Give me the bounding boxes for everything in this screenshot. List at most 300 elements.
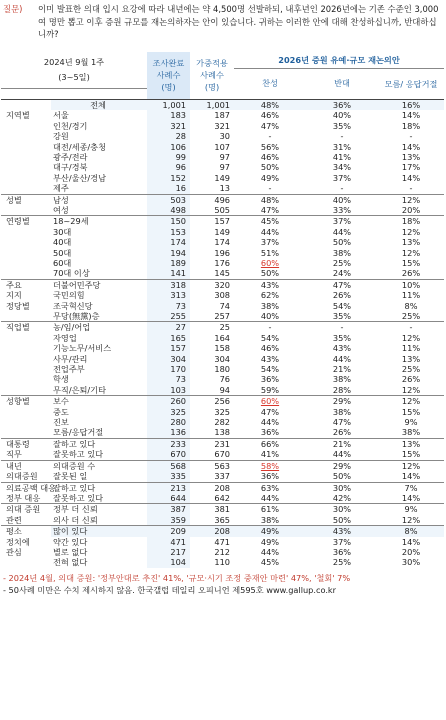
count-weighted: 107 <box>214 141 230 152</box>
subgroup-label: 보수 <box>51 396 147 407</box>
pct-unknown: 9% <box>378 504 444 515</box>
count-complete: 136 <box>147 427 190 438</box>
pct-disagree: - <box>306 322 378 333</box>
pct-agree: 48% <box>234 99 306 110</box>
pct-unknown: 12% <box>401 514 421 525</box>
pct-unknown: 25% <box>401 364 421 375</box>
pct-agree: 44% <box>260 417 280 428</box>
count-complete: 194 <box>147 248 190 258</box>
pct-agree: 43% <box>260 353 280 364</box>
pct-unknown: - <box>409 131 413 142</box>
subgroup-label: 잘못하고 있다 <box>53 492 104 503</box>
pct-disagree: 31% <box>332 141 352 152</box>
pct-agree: 60% <box>260 257 280 268</box>
pct-unknown: 14% <box>401 172 421 183</box>
group-label: 성향별 <box>1 396 51 407</box>
pct-unknown: 12% <box>378 194 444 205</box>
count-weighted: 94 <box>219 384 230 395</box>
count-weighted: 158 <box>214 343 230 354</box>
count-complete: 313 <box>147 290 190 300</box>
subgroup-label: 40대 <box>53 237 72 248</box>
pct-agree: 44% <box>260 226 280 237</box>
pct-unknown: 18% <box>401 120 421 131</box>
subgroup-label: 부산/울산/경남 <box>53 172 106 183</box>
pct-disagree: 21% <box>306 438 378 449</box>
pct-disagree: - <box>340 183 344 194</box>
count-weighted: 325 <box>214 406 230 417</box>
pct-agree: 44% <box>260 492 280 503</box>
pct-agree: 47% <box>260 406 280 417</box>
question-block <box>0 0 446 52</box>
table-row <box>1 460 444 471</box>
group-label: 정부 대응 <box>6 492 41 503</box>
count-weighted: 149 <box>214 172 230 183</box>
subgroup-label: 서울 <box>53 110 69 121</box>
pct-disagree: 41% <box>332 151 352 162</box>
table-row <box>1 547 444 557</box>
group-label <box>1 364 51 374</box>
pct-unknown: 12% <box>401 226 421 237</box>
pct-agree: 49% <box>260 172 280 183</box>
count-complete: 183 <box>147 110 190 120</box>
count-complete: 1,001 <box>147 99 190 110</box>
pct-unknown: 13% <box>378 438 444 449</box>
pct-unknown: 13% <box>401 237 421 248</box>
table-row <box>1 290 444 300</box>
subgroup-label: 대전/세종/충청 <box>53 141 106 152</box>
table-row <box>1 173 444 183</box>
count-weighted: 670 <box>214 449 230 460</box>
table-row <box>1 407 444 417</box>
question-label: 질문) <box>3 4 23 14</box>
pct-unknown: 14% <box>401 141 421 152</box>
table-row <box>1 268 444 279</box>
count-weighted: 149 <box>214 226 230 237</box>
pct-disagree: 36% <box>306 99 378 110</box>
pct-unknown: 16% <box>378 99 444 110</box>
table-row <box>1 504 444 515</box>
count-complete: 568 <box>147 460 190 471</box>
count-complete: 255 <box>147 311 190 322</box>
count-complete: 335 <box>147 471 190 482</box>
pct-unknown: 12% <box>401 384 421 395</box>
subgroup-label: 사무/관리 <box>53 353 88 364</box>
count-weighted: 176 <box>214 257 230 268</box>
table-row <box>1 354 444 364</box>
results-table <box>1 52 444 568</box>
count-complete: 233 <box>147 438 190 449</box>
table-row <box>1 152 444 162</box>
pct-disagree: 50% <box>332 237 352 248</box>
subgroup-label: 30대 <box>53 226 72 237</box>
pct-unknown: - <box>409 183 413 194</box>
pct-disagree: 25% <box>332 557 352 568</box>
pct-agree: 48% <box>234 194 306 205</box>
table-row <box>1 142 444 152</box>
subgroup-label: 약간 있다 <box>53 536 88 547</box>
count-complete: 209 <box>147 526 190 537</box>
table-row <box>1 258 444 268</box>
pct-unknown: 20% <box>401 546 421 557</box>
table-row <box>1 237 444 247</box>
header-disagree: 반대 <box>334 78 350 89</box>
pct-unknown: 12% <box>401 247 421 258</box>
group-label: 지지 <box>6 290 22 301</box>
subgroup-label: 18~29세 <box>51 216 147 227</box>
pct-disagree: 38% <box>332 374 352 385</box>
count-complete: 174 <box>147 237 190 247</box>
subgroup-label: 잘못된 일 <box>53 471 88 482</box>
count-complete: 103 <box>147 385 190 396</box>
table-row <box>1 493 444 504</box>
count-weighted: 231 <box>190 438 234 449</box>
count-complete: 157 <box>147 343 190 353</box>
subgroup-label: 중도 <box>53 406 69 417</box>
count-weighted: 505 <box>214 204 230 215</box>
pct-agree: 66% <box>234 438 306 449</box>
table-row <box>1 557 444 567</box>
subgroup-label: 70대 이상 <box>53 268 90 279</box>
subgroup-label: 의대증원 수 <box>51 460 147 471</box>
count-complete: 321 <box>147 121 190 131</box>
pct-unknown: 20% <box>401 204 421 215</box>
pct-unknown: 8% <box>404 300 418 311</box>
pct-disagree: 35% <box>332 332 352 343</box>
group-label <box>1 427 51 438</box>
pct-unknown: 11% <box>401 290 421 301</box>
pct-disagree: 35% <box>332 120 352 131</box>
pct-agree: 45% <box>234 216 306 227</box>
pct-disagree: 43% <box>332 343 352 354</box>
group-label <box>1 183 51 194</box>
pct-disagree: 26% <box>332 290 352 301</box>
count-weighted: 97 <box>219 151 230 162</box>
pct-disagree: 44% <box>332 449 352 460</box>
subgroup-label: 무직/은퇴/기타 <box>53 384 106 395</box>
period-label: 2024년 9월 1주 <box>43 57 105 68</box>
pct-disagree: 44% <box>332 226 352 237</box>
days-label: (3~5일) <box>58 71 90 82</box>
subgroup-label: 정부 더 신뢰 <box>51 504 147 515</box>
pct-unknown: 38% <box>401 427 421 438</box>
pct-agree: 54% <box>260 332 280 343</box>
count-complete: 73 <box>147 301 190 311</box>
subgroup-label: 남성 <box>51 194 147 205</box>
count-weighted: 208 <box>190 482 234 493</box>
count-complete: 280 <box>147 417 190 427</box>
footnote-1: - 2024년 4월, 의대 증원: '정부안대로 추진' 41%, '규모·시기 조정 중재안 마련' 47%, '철회' 7% <box>3 572 351 583</box>
group-label: 평소 <box>1 526 51 537</box>
pct-disagree: 50% <box>332 471 352 482</box>
pct-disagree: 34% <box>332 162 352 173</box>
table-row <box>1 121 444 131</box>
count-complete: 644 <box>147 493 190 504</box>
pct-disagree: 44% <box>332 353 352 364</box>
subgroup-label: 모름/응답거절 <box>53 427 104 438</box>
pct-disagree: 37% <box>306 216 378 227</box>
subgroup-label: 50대 <box>53 247 72 258</box>
group-label: 내년 <box>1 460 51 471</box>
group-label <box>1 99 51 110</box>
pct-unknown: 14% <box>401 492 421 503</box>
pct-agree: 37% <box>260 237 280 248</box>
subgroup-label: 기능노무/서비스 <box>53 343 112 354</box>
pct-disagree: 26% <box>332 427 352 438</box>
pct-disagree: 40% <box>332 110 352 121</box>
count-weighted: 97 <box>219 162 230 173</box>
pct-agree: 38% <box>260 300 280 311</box>
table-row <box>1 311 444 322</box>
pct-unknown: 12% <box>401 332 421 343</box>
group-label <box>1 374 51 384</box>
pct-agree: 46% <box>260 343 280 354</box>
table-row <box>1 131 444 141</box>
group-label: 의대증원 <box>6 471 38 482</box>
subgroup-label: 잘못하고 있다 <box>53 449 104 460</box>
pct-agree: 47% <box>260 204 280 215</box>
count-complete: 170 <box>147 364 190 374</box>
count-weighted: 320 <box>190 279 234 290</box>
subgroup-label: 농/임/어업 <box>51 322 147 333</box>
group-label: 대통령 <box>1 438 51 449</box>
pct-disagree: 47% <box>332 417 352 428</box>
group-label <box>1 343 51 353</box>
pct-unknown: 8% <box>378 526 444 537</box>
pct-disagree: 24% <box>332 268 352 279</box>
count-complete: 503 <box>147 194 190 205</box>
count-complete: 150 <box>147 216 190 227</box>
header-period <box>1 52 147 88</box>
count-weighted: 471 <box>214 536 230 547</box>
pct-disagree: 29% <box>306 460 378 471</box>
count-weighted: 74 <box>219 300 230 311</box>
subgroup-label: 많이 있다 <box>51 526 147 537</box>
count-weighted: 496 <box>190 194 234 205</box>
table-row <box>1 396 444 407</box>
pct-agree: 56% <box>260 141 280 152</box>
pct-disagree: 30% <box>306 482 378 493</box>
group-label: 성별 <box>1 194 51 205</box>
count-complete: 189 <box>147 258 190 268</box>
pct-agree: - <box>268 131 272 142</box>
count-weighted: 256 <box>190 396 234 407</box>
pct-disagree: 38% <box>332 406 352 417</box>
pct-unknown: 7% <box>378 482 444 493</box>
group-label <box>1 311 51 322</box>
count-complete: 73 <box>147 374 190 384</box>
group-label: 지역별 <box>6 110 30 121</box>
group-label <box>1 333 51 343</box>
pct-unknown: 14% <box>401 536 421 547</box>
pct-agree: 50% <box>260 268 280 279</box>
subgroup-label: 잘하고 있다 <box>51 482 147 493</box>
count-complete: 260 <box>147 396 190 407</box>
subgroup-label: 자영업 <box>53 332 77 343</box>
pct-unknown: 17% <box>401 162 421 173</box>
count-weighted: 212 <box>214 546 230 557</box>
subgroup-label: 조국혁신당 <box>53 300 93 311</box>
subgroup-label: 제주 <box>53 183 69 194</box>
subgroup-label: 전혀 없다 <box>53 557 88 568</box>
pct-unknown: 18% <box>378 216 444 227</box>
pct-agree: 49% <box>234 526 306 537</box>
group-label <box>1 248 51 258</box>
table-row <box>1 183 444 194</box>
pct-unknown: 25% <box>401 311 421 322</box>
pct-disagree: 30% <box>306 504 378 515</box>
pct-agree: 45% <box>260 557 280 568</box>
count-weighted: 381 <box>190 504 234 515</box>
pct-agree: 49% <box>260 536 280 547</box>
group-label <box>1 162 51 172</box>
table-row <box>1 301 444 311</box>
table-row <box>1 449 444 460</box>
group-label: 의대 증원 <box>1 504 51 515</box>
pct-agree: 38% <box>260 514 280 525</box>
pct-agree: 40% <box>260 311 280 322</box>
count-weighted: 110 <box>214 557 230 568</box>
group-label: 정치에 <box>6 536 30 547</box>
pct-agree: - <box>268 183 272 194</box>
table-row <box>1 194 444 205</box>
pct-disagree: 25% <box>332 257 352 268</box>
table-row <box>1 417 444 427</box>
group-label: 의료공백 대응 <box>1 482 51 493</box>
subgroup-label: 의사 더 신뢰 <box>53 514 98 525</box>
pct-unknown: 13% <box>401 353 421 364</box>
table-row <box>1 248 444 258</box>
count-weighted: 642 <box>214 492 230 503</box>
pct-unknown: 12% <box>378 460 444 471</box>
group-label: 주요 <box>1 279 51 290</box>
pct-disagree: 29% <box>306 396 378 407</box>
pct-disagree: 42% <box>332 492 352 503</box>
count-complete: 104 <box>147 557 190 567</box>
table-row <box>1 438 444 449</box>
count-complete: 153 <box>147 227 190 237</box>
count-complete: 318 <box>147 279 190 290</box>
count-complete: 359 <box>147 515 190 526</box>
pct-agree: 61% <box>234 504 306 515</box>
pct-disagree: 28% <box>332 384 352 395</box>
subgroup-label: 전업주부 <box>53 364 85 375</box>
pct-unknown: 15% <box>401 257 421 268</box>
subgroup-label: 진보 <box>53 417 69 428</box>
header-agree: 찬성 <box>262 78 278 89</box>
group-label <box>1 237 51 247</box>
count-complete: 106 <box>147 142 190 152</box>
pct-agree: 47% <box>260 120 280 131</box>
pct-agree: 36% <box>260 374 280 385</box>
count-complete: 325 <box>147 407 190 417</box>
table-row <box>1 333 444 343</box>
pct-disagree: 40% <box>306 194 378 205</box>
group-label <box>1 121 51 131</box>
count-weighted: 563 <box>190 460 234 471</box>
pct-disagree: 37% <box>332 536 352 547</box>
pct-unknown: 30% <box>401 557 421 568</box>
subgroup-label: 여성 <box>53 204 69 215</box>
pct-agree: 54% <box>260 364 280 375</box>
count-weighted: 30 <box>219 131 230 142</box>
count-complete: 99 <box>147 152 190 162</box>
group-label: 직업별 <box>1 322 51 333</box>
pct-unknown: 15% <box>401 449 421 460</box>
pct-unknown: - <box>378 322 444 333</box>
count-complete: 28 <box>147 131 190 141</box>
pct-agree: 63% <box>234 482 306 493</box>
table-row <box>1 374 444 384</box>
table-row <box>1 537 444 547</box>
table-body <box>1 99 444 567</box>
count-complete: 498 <box>147 205 190 216</box>
count-complete: 213 <box>147 482 190 493</box>
pct-unknown: 15% <box>401 406 421 417</box>
pct-unknown: 9% <box>404 417 418 428</box>
group-label <box>1 227 51 237</box>
table-row <box>1 427 444 438</box>
count-weighted: 145 <box>214 268 230 279</box>
pct-agree: 46% <box>260 151 280 162</box>
count-weighted: 1,001 <box>190 99 234 110</box>
group-label <box>1 407 51 417</box>
pct-agree: 36% <box>260 471 280 482</box>
table-row <box>1 526 444 537</box>
pct-unknown: 26% <box>401 374 421 385</box>
pct-disagree: 33% <box>332 204 352 215</box>
pct-disagree: 35% <box>332 311 352 322</box>
group-label <box>1 173 51 183</box>
count-weighted: 304 <box>214 353 230 364</box>
pct-agree: 46% <box>260 110 280 121</box>
table-row <box>1 162 444 172</box>
group-label <box>1 131 51 141</box>
table-row <box>1 471 444 482</box>
pct-disagree: - <box>340 131 344 142</box>
count-complete: 27 <box>147 322 190 333</box>
table-row <box>1 205 444 216</box>
pct-disagree: 50% <box>332 514 352 525</box>
header-complete: 조사완료 사례수 (명) <box>147 52 190 99</box>
table-row <box>1 322 444 333</box>
pct-agree: 59% <box>260 384 280 395</box>
pct-agree: 58% <box>234 460 306 471</box>
subgroup-label: 강원 <box>53 131 69 142</box>
pct-agree: 62% <box>260 290 280 301</box>
pct-agree: - <box>234 322 306 333</box>
count-complete: 152 <box>147 173 190 183</box>
count-weighted: 13 <box>219 183 230 194</box>
pct-unknown: 10% <box>378 279 444 290</box>
group-label <box>1 417 51 427</box>
group-label <box>1 205 51 216</box>
group-label <box>1 152 51 162</box>
count-weighted: 282 <box>214 417 230 428</box>
pct-disagree: 37% <box>332 172 352 183</box>
group-label: 관심 <box>6 546 22 557</box>
table-row <box>1 99 444 110</box>
count-complete: 165 <box>147 333 190 343</box>
count-weighted: 321 <box>214 120 230 131</box>
subgroup-label: 60대 <box>53 257 72 268</box>
table-row <box>1 279 444 290</box>
pct-unknown: 12% <box>378 396 444 407</box>
group-label: 관련 <box>6 514 22 525</box>
count-weighted: 257 <box>214 311 230 322</box>
pct-unknown: 13% <box>401 151 421 162</box>
count-weighted: 208 <box>190 526 234 537</box>
table-row <box>1 482 444 493</box>
